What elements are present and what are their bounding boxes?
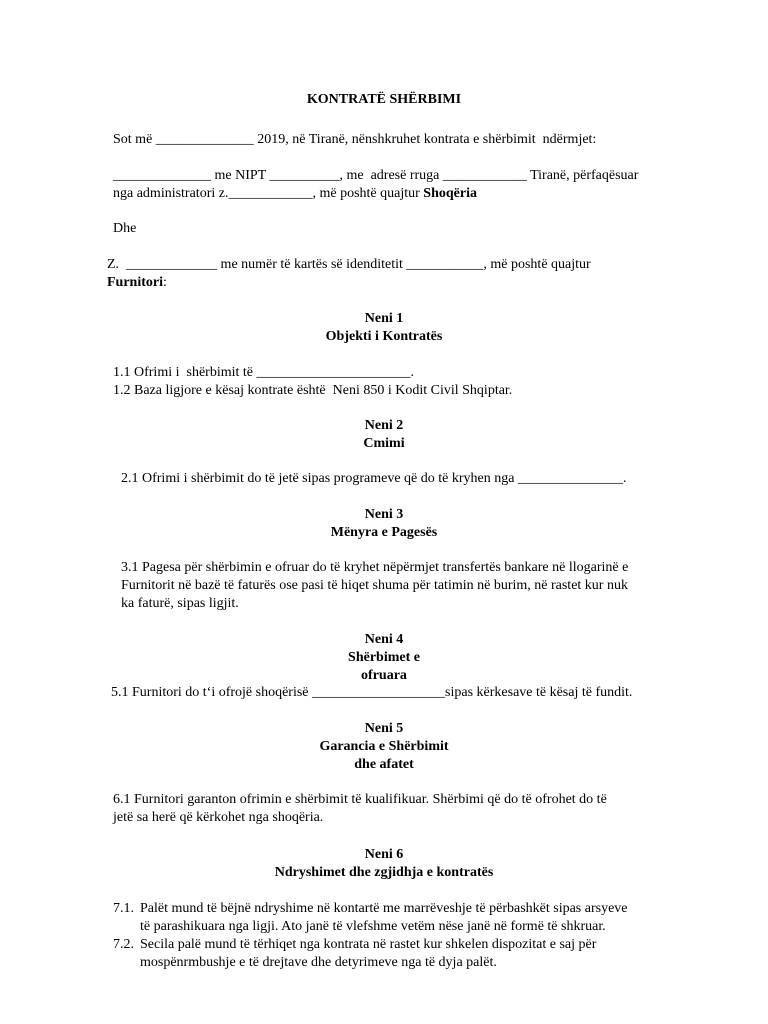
article-title: Garancia e Shërbimit <box>319 739 449 754</box>
party2-name: Furnitori <box>107 275 163 290</box>
party1-text: nga administratori z.____________, më poshtë quajtur <box>113 186 424 201</box>
party1-name: Shoqëria <box>423 186 477 201</box>
party1-line <box>113 185 477 203</box>
article-number: Neni 5 <box>364 721 404 736</box>
conjunction: Dhe <box>113 221 137 236</box>
article-number: Neni 3 <box>364 507 404 522</box>
article-number: Neni 6 <box>364 847 404 862</box>
article-title: dhe afatet <box>354 757 414 772</box>
party1-line: ______________ me NIPT __________, me adresë rruga ____________ Tiranë, përfaqësuar <box>113 168 639 183</box>
article-number: Neni 1 <box>364 311 404 326</box>
article-clause: të parashikuara nga ligji. Ato janë të vlefshme vetëm nëse janë në formë të shkruar. <box>140 919 606 934</box>
article-clause: 6.1 Furnitori garanton ofrimin e shërbimit të kualifikuar. Shërbimi që do të ofrohet do të <box>113 792 607 807</box>
party2-line <box>107 274 167 292</box>
article-title: Ndryshimet dhe zgjidhja e kontratës <box>274 865 494 880</box>
clause-number: 7.1. <box>113 901 134 916</box>
article-title: Objekti i Kontratës <box>325 329 443 344</box>
article-clause: 3.1 Pagesa për shërbimin e ofruar do të kryhet nëpërmjet transfertës bankare në llogarinë e <box>121 560 629 575</box>
article-clause: 2.1 Ofrimi i shërbimit do të jetë sipas programeve që do të kryhen nga _______________. <box>121 471 627 486</box>
article-clause: Furnitorit në bazë të faturës ose pasi të hiqet shuma për tatimin në burim, në rastet kur nuk <box>121 578 628 593</box>
document-title: KONTRATË SHËRBIMI <box>306 92 462 107</box>
article-clause: 1.1 Ofrimi i shërbimit të ______________________. <box>113 365 414 380</box>
article-clause: ka faturë, sipas ligjit. <box>121 596 239 611</box>
article-clause: 5.1 Furnitori do t‘i ofrojë shoqërisë ___________________sipas kërkesave të kësaj të fundit. <box>111 685 633 700</box>
article-clause: Palët mund të bëjnë ndryshime në kontartë me marrëveshje të përbashkët sipas arsyeve <box>140 901 628 916</box>
article-number: Neni 4 <box>364 632 404 647</box>
article-clause: mospënrmbushje e të drejtave dhe detyrimeve nga të dyja palët. <box>140 955 497 970</box>
clause-number: 7.2. <box>113 937 134 952</box>
article-clause: 1.2 Baza ligjore e kësaj kontrate është Neni 850 i Kodit Civil Shqiptar. <box>113 383 513 398</box>
article-number: Neni 2 <box>364 418 404 433</box>
article-title: ofruara <box>361 668 407 683</box>
article-title: Mënyra e Pagesës <box>330 525 438 540</box>
article-clause: jetë sa herë që kërkohet nga shoqëria. <box>113 810 324 825</box>
party2-line: Z. _____________ me numër të kartës së idenditetit ___________, më poshtë quajtur <box>107 257 591 272</box>
article-title: Shërbimet e <box>348 650 420 665</box>
article-clause: Secila palë mund të tërhiqet nga kontrata në rastet kur shkelen dispozitat e saj për <box>140 937 597 952</box>
party2-suffix: : <box>163 275 167 290</box>
intro-line: Sot më ______________ 2019, në Tiranë, nënshkruhet kontrata e shërbimit ndërmjet: <box>113 132 597 147</box>
article-title: Cmimi <box>363 436 405 451</box>
